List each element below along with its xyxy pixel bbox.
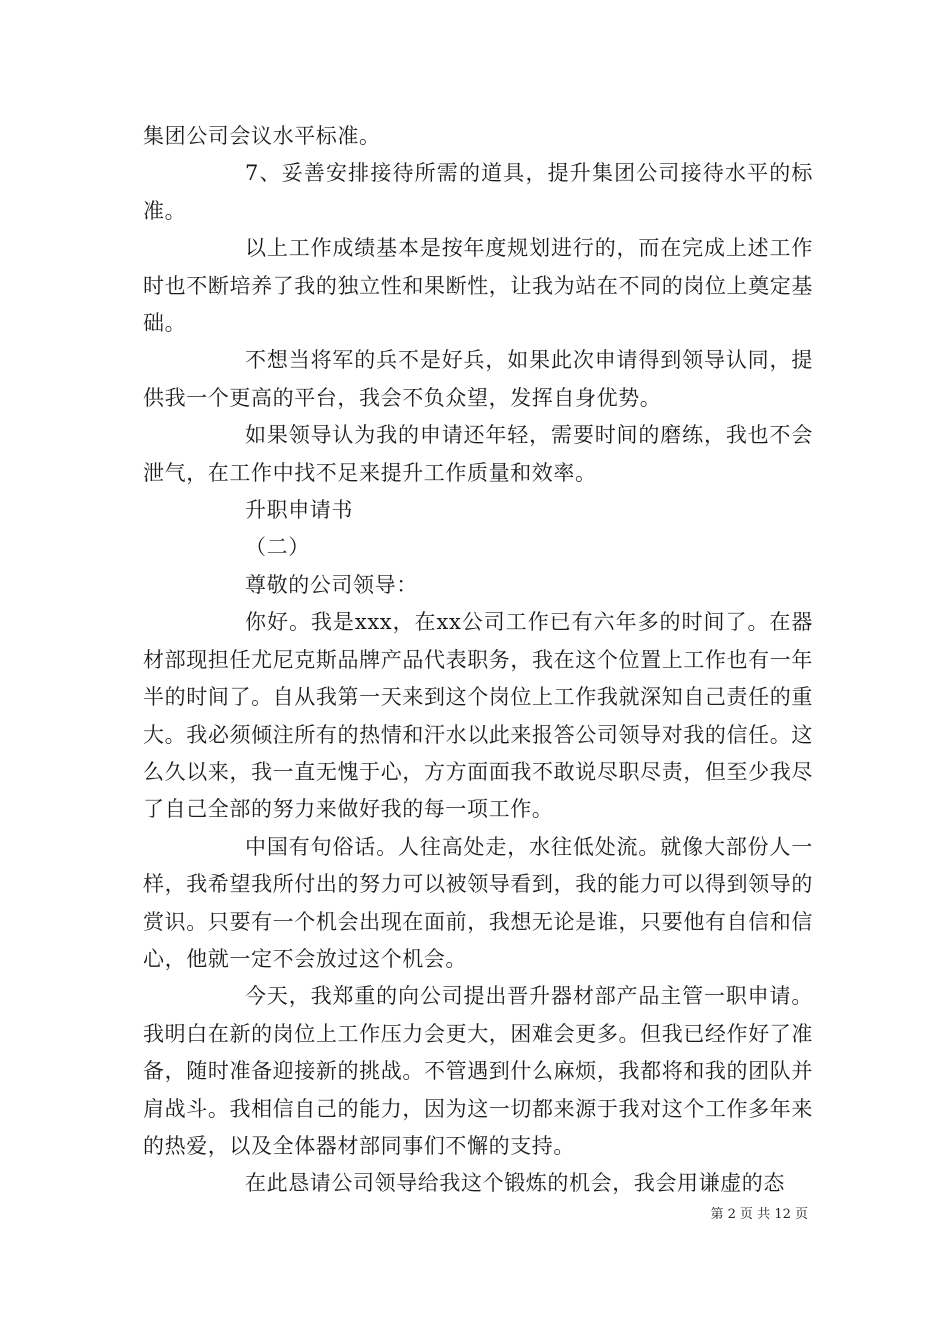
paragraph-12: 在此恳请公司领导给我这个锻炼的机会，我会用谦虚的态: [245, 1171, 785, 1196]
salutation: 尊敬的公司领导：: [245, 572, 418, 597]
section-number: （二）: [245, 535, 310, 560]
paragraph-5: 如果领导认为我的申请还年轻，需要时间的磨练，我也不会泄气，在工作中找不足来提升工作质量和效率。: [143, 423, 813, 485]
paragraph-2: 7、妥善安排接待所需的道具，提升集团公司接待水平的标准。: [143, 161, 813, 223]
page-footer: 第 2 页 共 12 页: [710, 1207, 808, 1222]
paragraph-1: 集团公司会议水平标准。: [143, 124, 381, 148]
paragraph-3: 以上工作成绩基本是按年度规划进行的，而在完成上述工作时也不断培养了我的独立性和果断性，让我为站在不同的岗位上奠定基础。: [143, 236, 813, 336]
section-title: 升职申请书: [245, 498, 353, 523]
paragraph-9: 你好。我是xxx，在xx公司工作已有六年多的时间了。在器材部现担任尤尼克斯品牌产品代表职务，我在这个位置上工作也有一年半的时间了。自从我第一天来到这个岗位上工作我就深知自己责任的重大。我必须倾注所有的热情和汗水以此来报答公司领导对我的信任。这么久以来，我一直无愧于心，方方面面我不敢说尽职尽责，但至少我尽了自己全部的努力来做好我的每一项工作。: [143, 610, 813, 822]
paragraph-4: 不想当将军的兵不是好兵，如果此次申请得到领导认同，提供我一个更高的平台，我会不负众望，发挥自身优势。: [143, 348, 813, 410]
paragraph-10: 中国有句俗话。人往高处走，水往低处流。就像大部份人一样，我希望我所付出的努力可以被领导看到，我的能力可以得到领导的赏识。只要有一个机会出现在面前，我想无论是谁，只要他有自信和信心，他就一定不会放过这个机会。: [143, 834, 813, 971]
document-body: [143, 118, 813, 1203]
paragraph-11: 今天，我郑重的向公司提出晋升器材部产品主管一职申请。我明白在新的岗位上工作压力会更大，困难会更多。但我已经作好了准备，随时准备迎接新的挑战。不管遇到什么麻烦，我都将和我的团队并肩战斗。我相信自己的能力，因为这一切都来源于我对这个工作多年来的热爱，以及全体器材部同事们不懈的支持。: [143, 984, 813, 1158]
